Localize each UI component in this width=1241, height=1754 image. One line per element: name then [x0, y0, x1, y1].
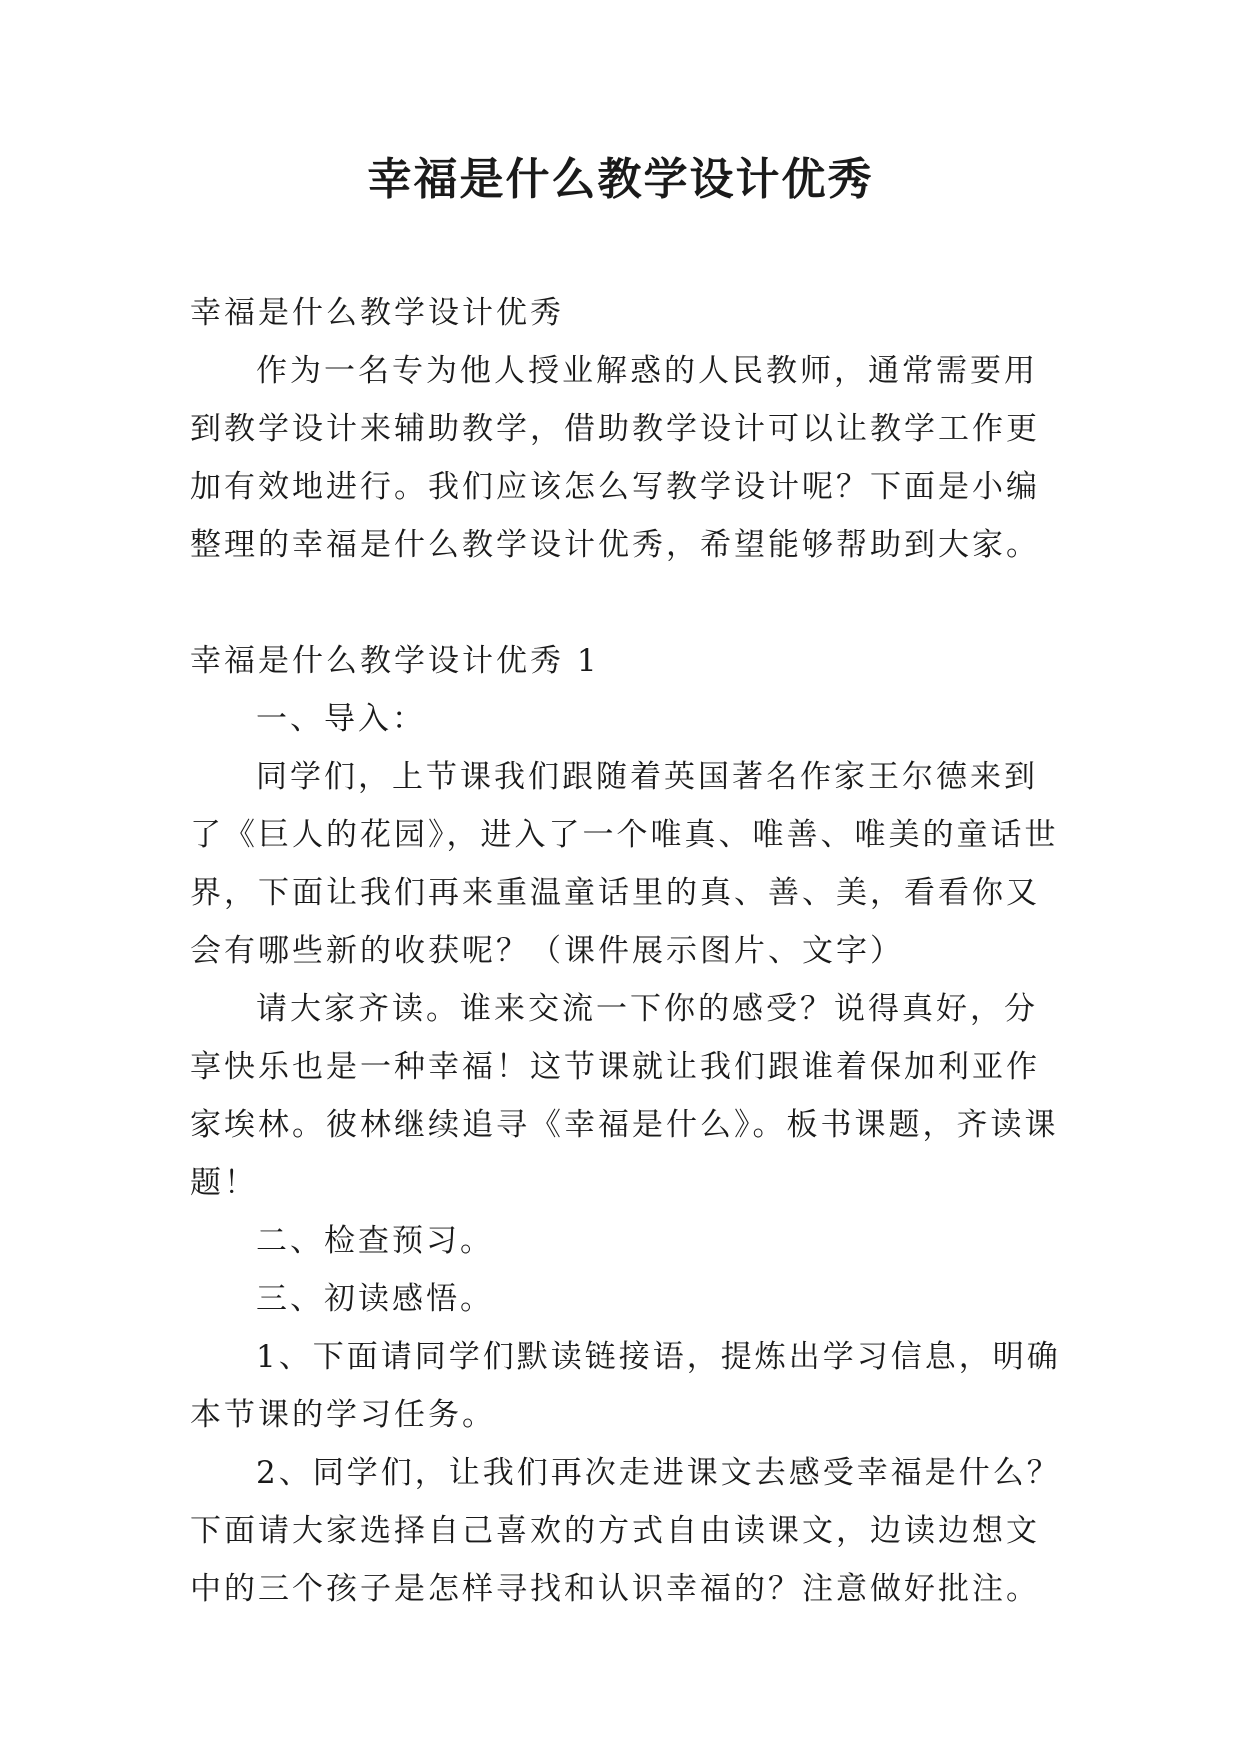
part1-paragraph-2: 请大家齐读。谁来交流一下你的感受？说得真好，分享快乐也是一种幸福！这节课就让我们跟谁着保加利亚作家埃林。彼林继续追寻《幸福是什么》。板书课题，齐读课题！	[190, 991, 1059, 1201]
document-body	[190, 284, 1070, 1618]
part3-heading: 三、初读感悟。	[256, 1281, 494, 1317]
section-spacer	[190, 574, 1070, 632]
part1-heading: 一、导入：	[256, 701, 426, 737]
intro-subtitle: 幸福是什么教学设计优秀	[190, 295, 564, 331]
part1-paragraph-1: 同学们，上节课我们跟随着英国著名作家王尔德来到了《巨人的花园》，进入了一个唯真、唯善、唯美的童话世界，下面让我们再来重温童话里的真、善、美，看看你又会有哪些新的收获呢？（课件展示图片、文字）	[190, 759, 1059, 969]
part3-item-2: 2、同学们，让我们再次走进课文去感受幸福是什么？下面请大家选择自己喜欢的方式自由读课文，边读边想文中的三个孩子是怎样寻找和认识幸福的？注意做好批注。	[190, 1455, 1061, 1607]
part2-heading: 二、检查预习。	[256, 1223, 494, 1259]
intro-paragraph: 作为一名专为他人授业解惑的人民教师，通常需要用到教学设计来辅助教学，借助教学设计可以让教学工作更加有效地进行。我们应该怎么写教学设计呢？下面是小编整理的幸福是什么教学设计优秀，希望能够帮助到大家。	[190, 353, 1040, 563]
part3-item-1: 1、下面请同学们默读链接语，提炼出学习信息，明确本节课的学习任务。	[190, 1339, 1061, 1433]
section-heading: 幸福是什么教学设计优秀 1	[190, 643, 600, 679]
document-title: 幸福是什么教学设计优秀	[367, 154, 874, 205]
